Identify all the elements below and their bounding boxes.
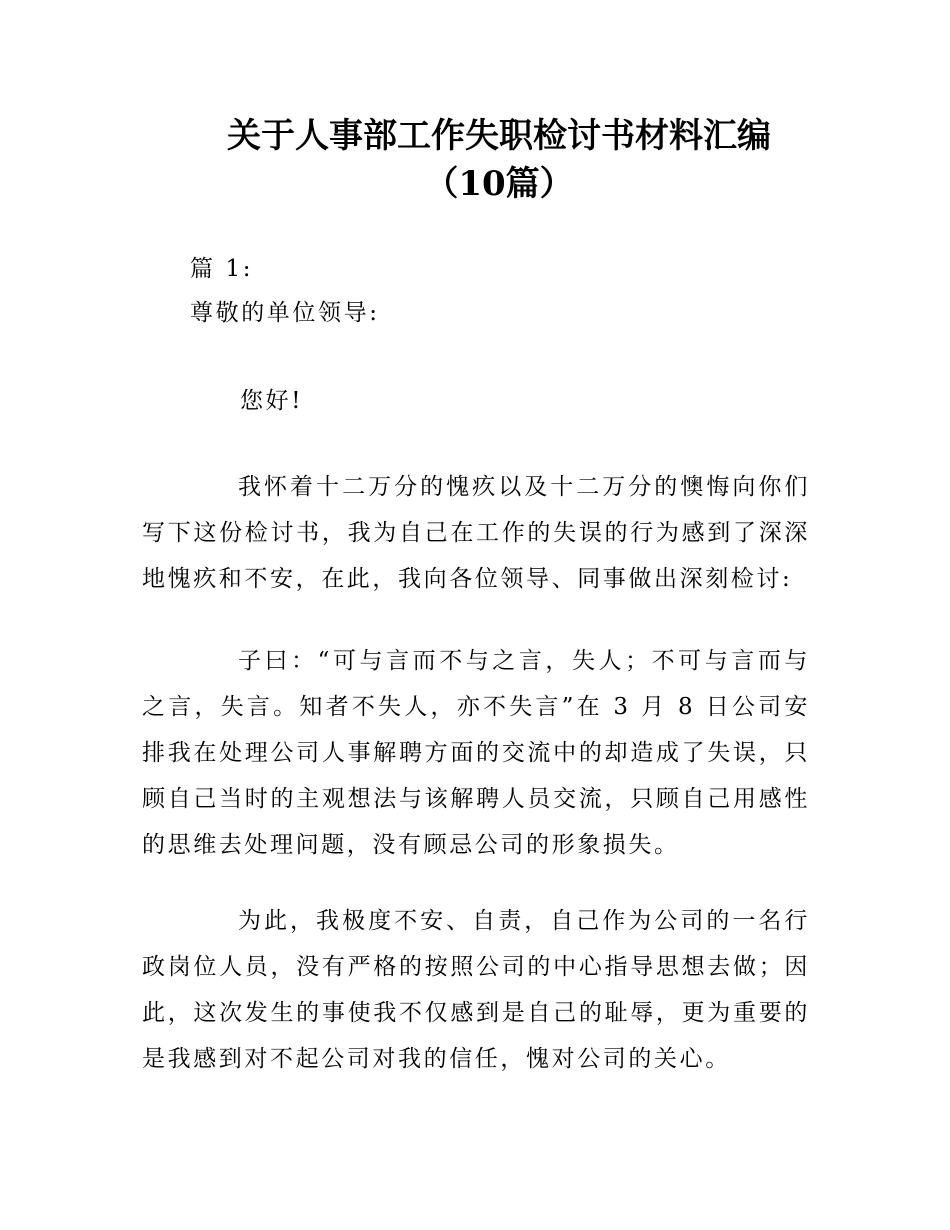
document-title: 关于人事部工作失职检讨书材料汇编 bbox=[227, 116, 771, 156]
section-label: 篇 1: bbox=[190, 256, 254, 282]
document-title-count: （10篇） bbox=[424, 164, 574, 204]
paragraph-1: 我怀着十二万分的愧疚以及十二万分的懊悔向你们写下这份检讨书，我为自己在工作的失误的行为感到了深深地愧疚和不安，在此，我向各位领导、同事做出深刻检讨: bbox=[142, 474, 810, 592]
salutation: 尊敬的单位领导: bbox=[190, 300, 380, 326]
paragraph-2: 子曰：“可与言而不与之言，失人；不可与言而与之言，失言。知者不失人，亦不失言”在 3 月 8 日公司安排我在处理公司人事解聘方面的交流中的却造成了失误，只顾自己当时的主观想法与该解聘人员交流，只顾自己用感性的思维去处理问题，没有顾忌公司的形象损失。 bbox=[142, 648, 810, 858]
paragraph-3: 为此，我极度不安、自责，自己作为公司的一名行政岗位人员，没有严格的按照公司的中心指导思想去做；因此，这次发生的事使我不仅感到是自己的耻辱，更为重要的是我感到对不起公司对我的信任，愧对公司的关心。 bbox=[142, 908, 810, 1072]
greeting: 您好! bbox=[240, 388, 304, 414]
